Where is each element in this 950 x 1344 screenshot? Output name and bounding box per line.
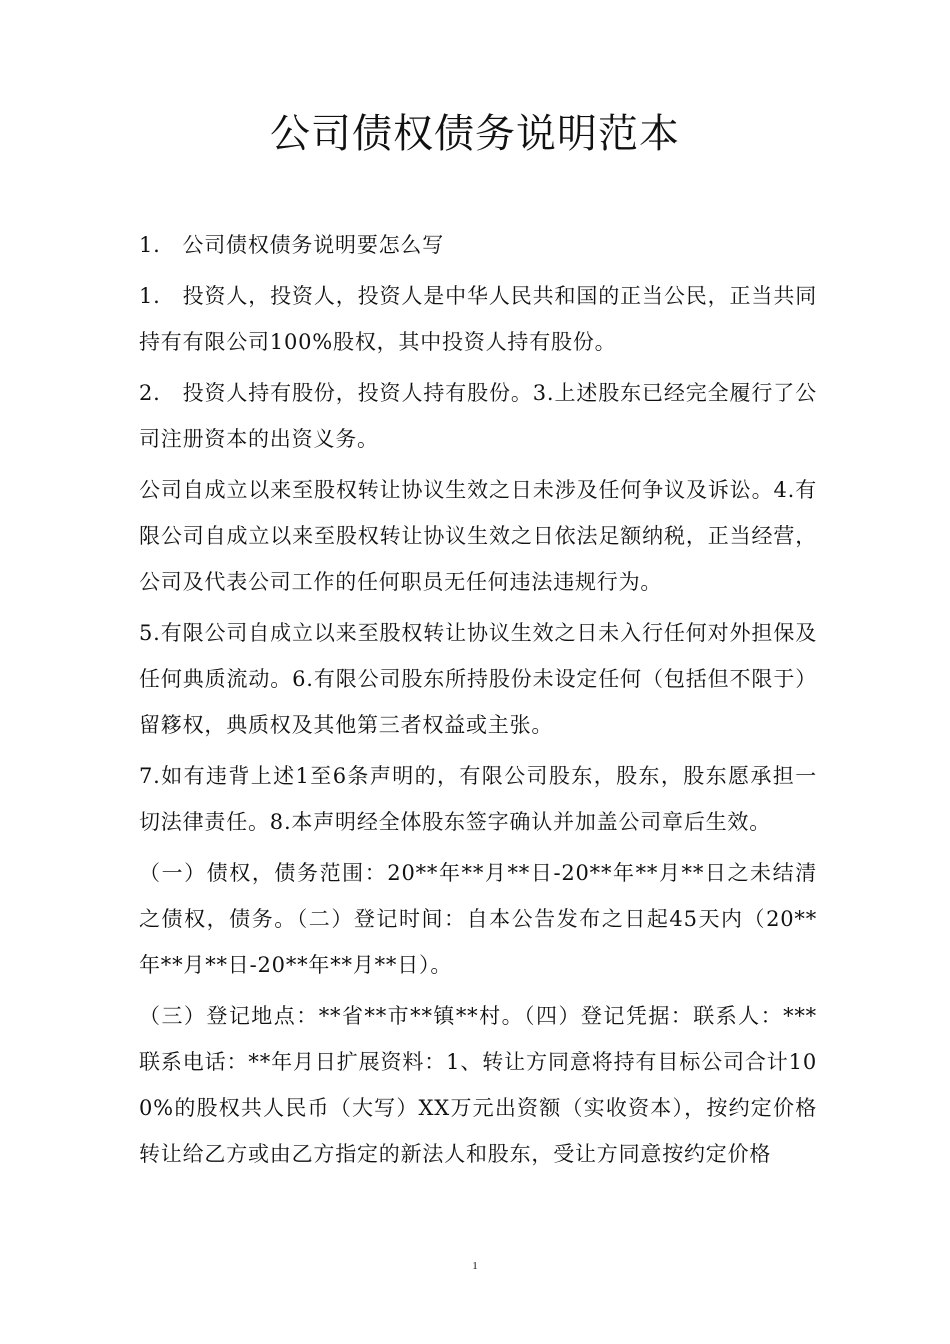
paragraph: 1. 公司债权债务说明要怎么写 — [139, 233, 445, 257]
page-number: 1 — [472, 1260, 478, 1272]
paragraph: （一）债权，债务范围：20**年**月**日-20**年**月**日之未结清之债权，债务。（二）登记时间：自本公告发布之日起45天内（20**年**月**日-20**年**月**日）。 — [139, 861, 817, 977]
document-title: 公司债权债务说明范本 — [270, 111, 680, 157]
paragraph: 公司自成立以来至股权转让协议生效之日未涉及任何争议及诉讼。4.有限公司自成立以来至股权转让协议生效之日依法足额纳税，正当经营，公司及代表公司工作的任何职员无任何违法违规行为。 — [139, 478, 817, 594]
paragraph: （三）登记地点：**省**市**镇**村。（四）登记凭据：联系人：***联系电话：**年月日扩展资料：1、转让方同意将持有目标公司合计100%的股权共人民币（大写）XX万元出资额（实收资本），按约定价格转让给乙方或由乙方指定的新法人和股东，受让方同意按约定价格 — [139, 1004, 817, 1166]
document-body — [139, 222, 817, 1177]
paragraph: 2. 投资人持有股份，投资人持有股份。3.上述股东已经完全履行了公司注册资本的出资义务。 — [139, 381, 817, 451]
paragraph: 5.有限公司自成立以来至股权转让协议生效之日未入行任何对外担保及任何典质流动。6.有限公司股东所持股份未设定任何（包括但不限于）留簃权，典质权及其他第三者权益或主张。 — [139, 621, 817, 737]
paragraph: 1. 投资人，投资人，投资人是中华人民共和国的正当公民，正当共同持有有限公司100%股权，其中投资人持有股份。 — [139, 284, 817, 354]
paragraph: 7.如有违背上述1至6条声明的，有限公司股东，股东，股东愿承担一切法律责任。8.本声明经全体股东签字确认并加盖公司章后生效。 — [139, 764, 817, 834]
